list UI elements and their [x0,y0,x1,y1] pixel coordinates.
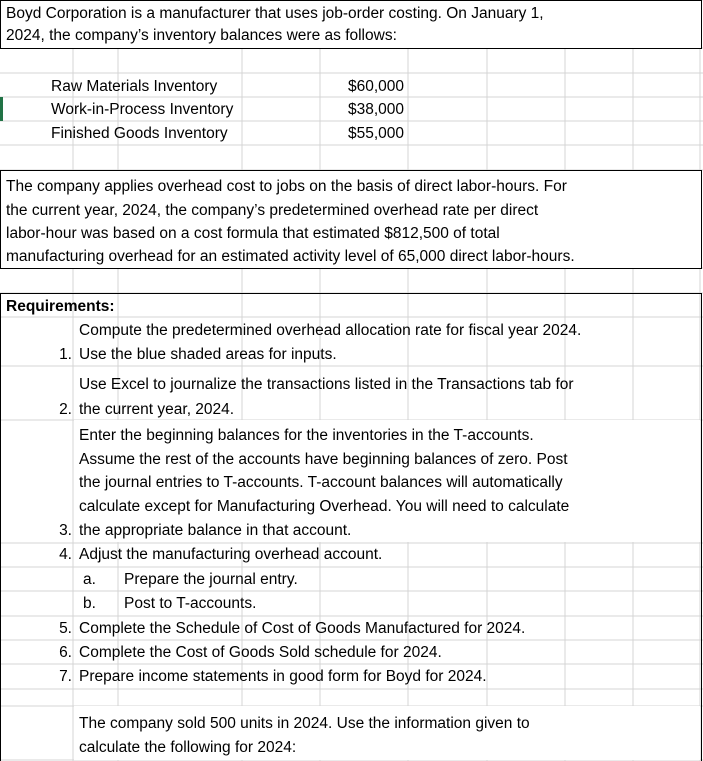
overhead-line-3[interactable]: labor-hour was based on a cost formula that estimated $812,500 of total [6,225,500,242]
req-3-line-3[interactable]: the journal entries to T-accounts. T-account balances will automatically [79,474,563,491]
req-5-number[interactable]: 5. [59,620,72,637]
inventory-label-finished-goods[interactable]: Finished Goods Inventory [51,125,228,142]
overhead-line-2[interactable]: the current year, 2024, the company’s predetermined overhead rate per direct [6,202,539,219]
sold-line-2[interactable]: calculate the following for 2024: [79,739,297,756]
req-3-line-1[interactable]: Enter the beginning balances for the inventories in the T-accounts. [79,427,534,444]
intro-line-2[interactable]: 2024, the company’s inventory balances were as follows: [6,27,397,44]
inventory-value-finished-goods[interactable]: $55,000 [347,125,404,142]
req-4-number[interactable]: 4. [59,546,72,563]
req-1-line-1[interactable]: Compute the predetermined overhead allocation rate for fiscal year 2024. [79,322,582,339]
req-3-line-2[interactable]: Assume the rest of the accounts have beginning balances of zero. Post [79,451,568,468]
row-selection-indicator [0,97,3,121]
inventory-value-raw-materials[interactable]: $60,000 [347,78,404,95]
req-6-line-1[interactable]: Complete the Cost of Goods Sold schedule for 2024. [79,644,442,661]
overhead-line-4[interactable]: manufacturing overhead for an estimated activity level of 65,000 direct labor-hours. [6,248,575,265]
req-2-number[interactable]: 2. [59,401,72,418]
req-1-line-2[interactable]: Use the blue shaded areas for inputs. [79,346,337,363]
intro-line-1[interactable]: Boyd Corporation is a manufacturer that uses job-order costing. On January 1, [6,5,544,22]
sold-line-1[interactable]: The company sold 500 units in 2024. Use the information given to [79,715,530,732]
req-4a-text[interactable]: Prepare the journal entry. [124,571,298,588]
overhead-line-1[interactable]: The company applies overhead cost to jobs on the basis of direct labor-hours. For [6,178,567,195]
req-4-line-1[interactable]: Adjust the manufacturing overhead account. [79,546,383,563]
req-5-line-1[interactable]: Complete the Schedule of Cost of Goods Manufactured for 2024. [79,620,526,637]
req-4a-letter[interactable]: a. [83,571,96,588]
req-3-line-5[interactable]: the appropriate balance in that account. [79,522,352,539]
req-4b-text[interactable]: Post to T-accounts. [124,595,257,612]
req-6-number[interactable]: 6. [59,644,72,661]
req-2-line-1[interactable]: Use Excel to journalize the transactions listed in the Transactions tab for [79,376,574,393]
req-2-line-2[interactable]: the current year, 2024. [79,401,235,418]
inventory-label-wip[interactable]: Work-in-Process Inventory [51,101,234,118]
inventory-label-raw-materials[interactable]: Raw Materials Inventory [51,78,218,95]
req-3-line-4[interactable]: calculate except for Manufacturing Overhead. You will need to calculate [79,498,570,515]
req-4b-letter[interactable]: b. [83,595,96,612]
req-7-line-1[interactable]: Prepare income statements in good form for Boyd for 2024. [79,668,487,685]
req-1-number[interactable]: 1. [59,346,72,363]
requirements-heading[interactable]: Requirements: [6,298,115,315]
req-7-number[interactable]: 7. [59,668,72,685]
inventory-value-wip[interactable]: $38,000 [347,101,404,118]
req-3-number[interactable]: 3. [59,522,72,539]
